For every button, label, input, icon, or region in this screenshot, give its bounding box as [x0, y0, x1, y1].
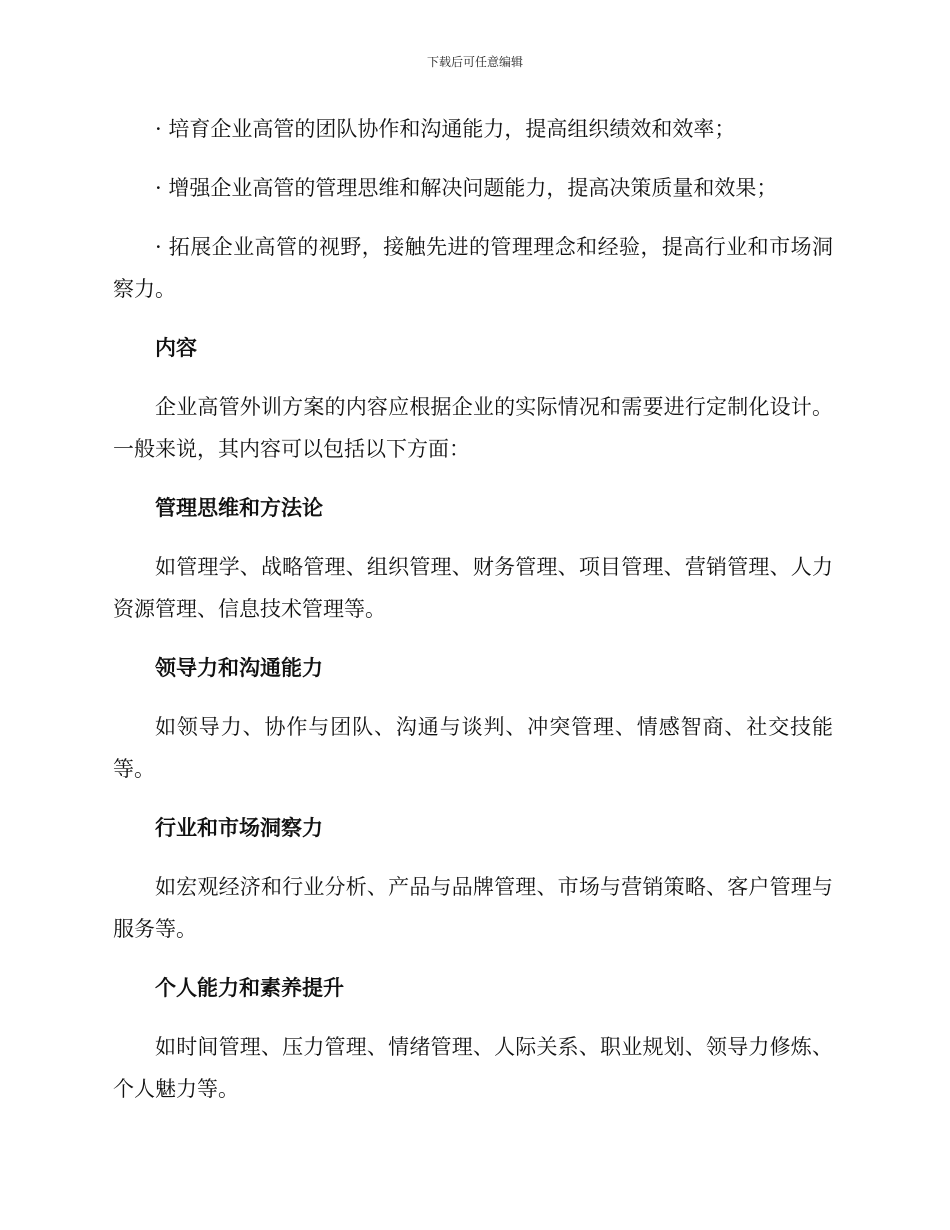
bullet-item: · 培育企业高管的团队协作和沟通能力，提高组织绩效和效率；	[155, 117, 736, 141]
intro-paragraph: 企业高管外训方案的内容应根据企业的实际情况和需要进行定制化设计。一般来说，其内容可以包括以下方面：	[113, 395, 833, 461]
topic-heading: 个人能力和素养提升	[155, 976, 344, 1000]
topic-paragraph: 如管理学、战略管理、组织管理、财务管理、项目管理、营销管理、人力资源管理、信息技术管理等。	[113, 555, 833, 621]
topic-paragraph: 如时间管理、压力管理、情绪管理、人际关系、职业规划、领导力修炼、个人魅力等。	[113, 1035, 833, 1101]
topic-paragraph: 如宏观经济和行业分析、产品与品牌管理、市场与营销策略、客户管理与服务等。	[113, 875, 833, 941]
topic-heading: 管理思维和方法论	[155, 496, 323, 520]
page-header: 下载后可任意编辑	[426, 55, 523, 69]
bullet-item: · 增强企业高管的管理思维和解决问题能力，提高决策质量和效果；	[155, 176, 778, 200]
topic-heading: 行业和市场洞察力	[155, 816, 323, 840]
topic-heading: 领导力和沟通能力	[155, 656, 323, 680]
document-body	[113, 108, 833, 1127]
topic-paragraph: 如领导力、协作与团队、沟通与谈判、冲突管理、情感智商、社交技能等。	[113, 715, 833, 781]
section-heading: 内容	[155, 336, 197, 360]
bullet-item: · 拓展企业高管的视野，接触先进的管理理念和经验，提高行业和市场洞察力。	[113, 235, 833, 301]
